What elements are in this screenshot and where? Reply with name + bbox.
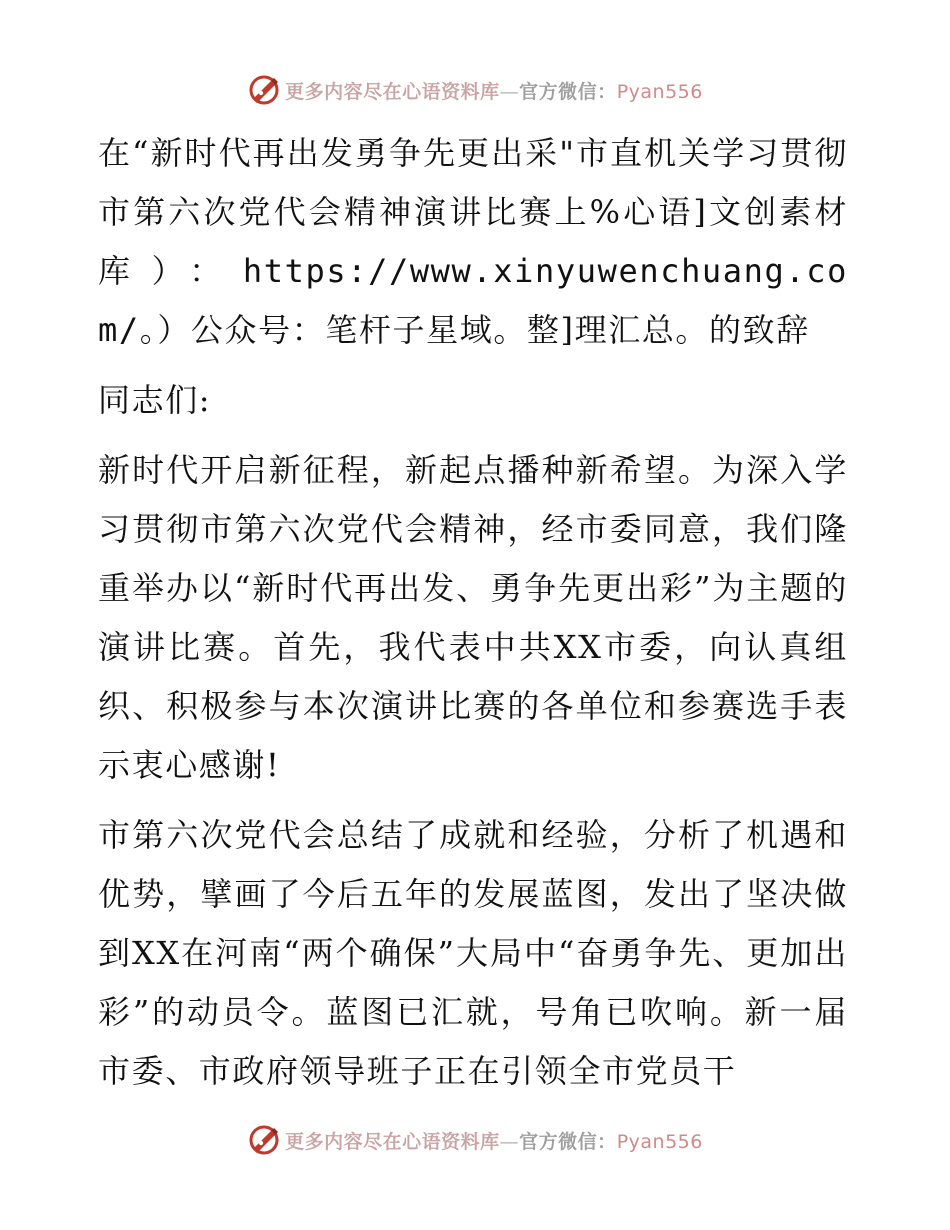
footer-wechat-label: 官方微信： <box>519 1130 617 1153</box>
header-separator: — <box>499 80 520 103</box>
header-brand-text <box>285 77 703 104</box>
salutation: 同志们: <box>98 381 212 419</box>
footer-wechat-id: Pyan556 <box>616 1130 703 1153</box>
title-text-post: 。）公众号：笔杆子星域。整]理汇总。的致辞 <box>139 311 810 349</box>
document-body <box>98 124 848 1112</box>
title-text-pre: 在“新时代再出发勇争先更出采"市直机关学习贯彻市第六次党代会精神演讲比赛上%心语]文创素材库）： <box>98 134 848 290</box>
footer-watermark <box>0 1120 950 1160</box>
paragraph-1: 新时代开启新征程，新起点播种新希望。为深入学习贯彻市第六次党代会精神，经市委同意，我们隆重举办以“新时代再出发、勇争先更出彩”为主题的演讲比赛。首先，我代表中共XX市委，向认真组织、积极参与本次演讲比赛的各单位和参赛选手表示衷心感谢! <box>98 451 848 784</box>
document-title <box>98 124 848 360</box>
header-wechat-id: Pyan556 <box>616 80 703 103</box>
footer-separator: — <box>499 1130 520 1153</box>
header-brand: 更多内容尽在心语资料库 <box>285 80 500 103</box>
pen-logo-icon <box>247 73 281 107</box>
pen-logo-icon <box>247 1123 281 1157</box>
header-watermark <box>0 70 950 110</box>
footer-brand: 更多内容尽在心语资料库 <box>285 1130 500 1153</box>
paragraph-2: 市第六次党代会总结了成就和经验，分析了机遇和优势，擘画了今后五年的发展蓝图，发出了坚决做到XX在河南“两个确保”大局中“奋勇争先、更加出彩”的动员令。蓝图已汇就，号角已吹响。新一届市委、市政府领导班子正在引领全市党员干 <box>98 816 848 1090</box>
title-url: https://www.xinyuwenchuang.com/ <box>98 252 848 349</box>
header-wechat-label: 官方微信： <box>519 80 617 103</box>
footer-brand-text <box>285 1127 703 1154</box>
